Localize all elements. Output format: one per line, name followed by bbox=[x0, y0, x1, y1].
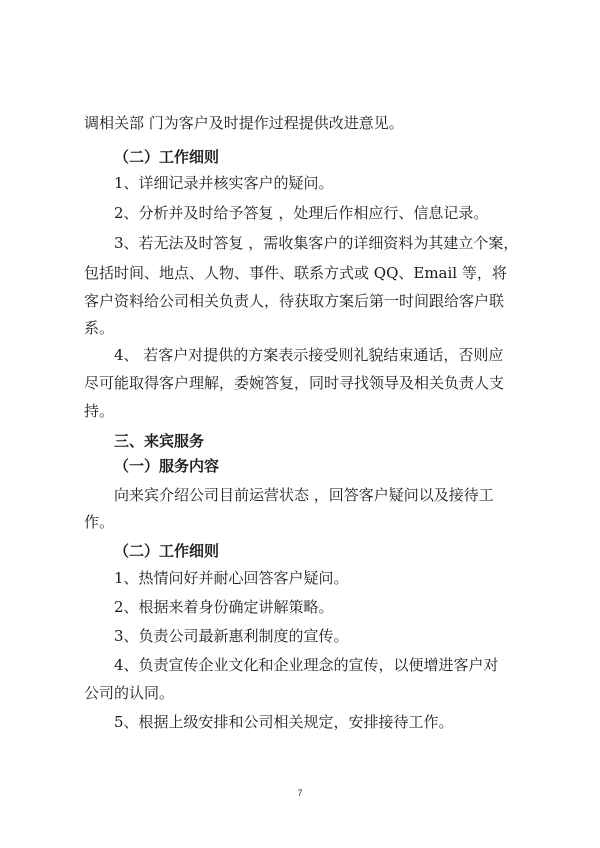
list-item: 2、根据来着身份确定讲解策略。 bbox=[114, 598, 334, 616]
paragraph-line: 向来宾介绍公司目前运营状态 ，回答客户疑问以及接待工 bbox=[114, 486, 494, 504]
paragraph-line: 系。 bbox=[84, 319, 115, 337]
list-item: 2、分析并及时给予答复 ，处理后作相应行、信息记录。 bbox=[114, 204, 489, 222]
section-heading: （二）工作细则 bbox=[114, 148, 220, 166]
paragraph-line: 公司的认同。 bbox=[84, 684, 175, 702]
paragraph-line: 尽可能取得客户理解，委婉答复，同时寻找领导及相关负责人支 bbox=[84, 374, 505, 392]
page-number: 7 bbox=[297, 788, 303, 798]
list-item: 4、 若客户对提供的方案表示接受则礼貌结束通话，否则应 bbox=[114, 346, 504, 364]
list-item: 3、负责公司最新惠利制度的宣传。 bbox=[114, 627, 349, 645]
section-heading: （二）工作细则 bbox=[114, 542, 220, 560]
list-item: 4、负责宣传企业文化和企业理念的宣传，以便增进客户对 bbox=[114, 656, 499, 674]
paragraph-line: 包括时间、地点、人物、事件、联系方式或 QQ、Email 等，将 bbox=[84, 264, 507, 282]
paragraph-line: 客户资料给公司相关负责人，待获取方案后第一时间跟给客户联 bbox=[84, 292, 505, 310]
list-item: 1、热情问好并耐心回答客户疑问。 bbox=[114, 569, 349, 587]
paragraph-line: 持。 bbox=[84, 402, 115, 420]
section-heading: （一）服务内容 bbox=[114, 457, 220, 475]
list-item: 3、若无法及时答复 ，需收集客户的详细资料为其建立个案， bbox=[114, 234, 519, 252]
section-heading: 三、来宾服务 bbox=[114, 432, 205, 450]
list-item: 5、根据上级安排和公司相关规定，安排接待工作。 bbox=[114, 713, 454, 731]
paragraph-line: 作。 bbox=[84, 513, 115, 531]
paragraph-line: 调相关部 门为客户及时提作过程提供改进意见。 bbox=[84, 114, 404, 132]
list-item: 1、详细记录并核实客户的疑问。 bbox=[114, 174, 334, 192]
